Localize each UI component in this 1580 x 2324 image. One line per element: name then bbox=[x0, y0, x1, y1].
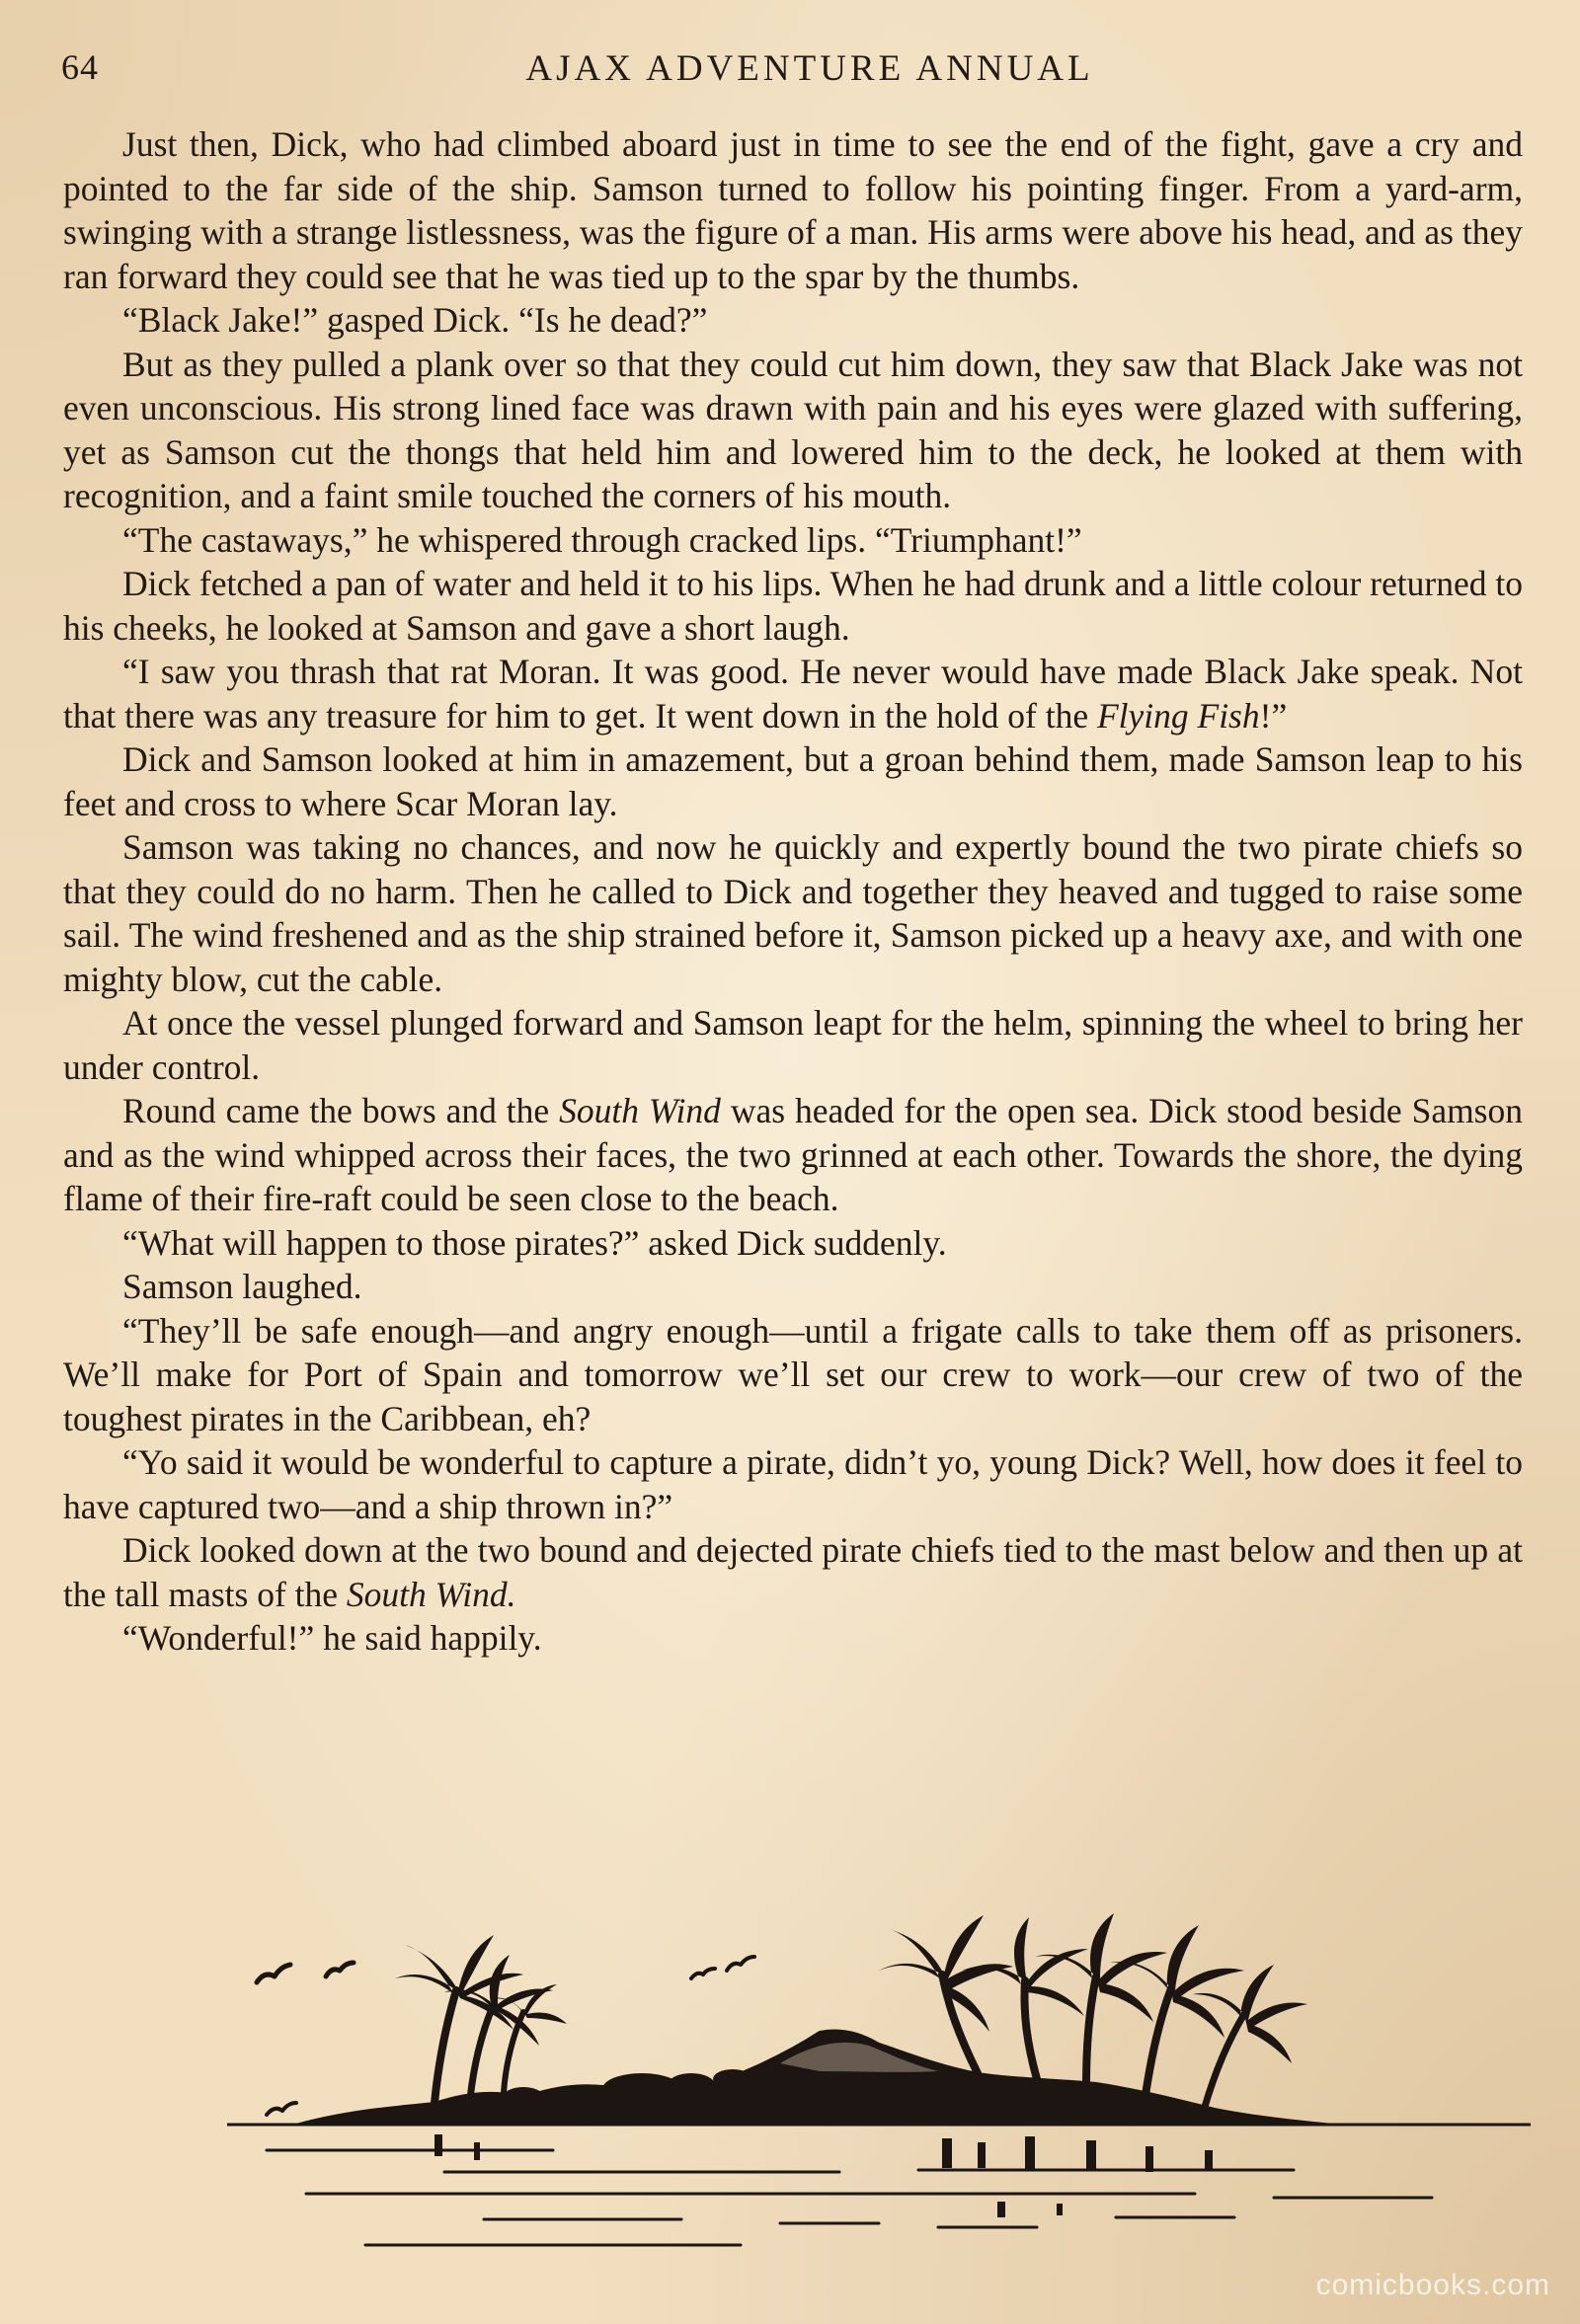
palm-fronds bbox=[1110, 1925, 1244, 2038]
running-title: AJAX ADVENTURE ANNUAL bbox=[525, 48, 1094, 89]
bird-icon bbox=[691, 1969, 715, 1978]
island-illustration bbox=[227, 1905, 1531, 2261]
story-paragraph bbox=[63, 562, 1523, 650]
text-run: “Yo said it would be wonderful to capture a pirate, didn’t yo, young Dick? Well, how does it feel to have captured two—and a ship thrown in?” bbox=[63, 1442, 1523, 1526]
palm-trunk bbox=[1146, 1988, 1171, 2095]
story-paragraph bbox=[63, 1001, 1523, 1089]
story-paragraph bbox=[63, 122, 1523, 298]
story-paragraph bbox=[63, 1309, 1523, 1441]
story-paragraph bbox=[63, 1265, 1523, 1309]
palm-fronds bbox=[879, 1915, 1013, 2032]
story-paragraph bbox=[63, 1616, 1523, 1661]
palm-fronds bbox=[395, 1935, 523, 2030]
italic-title: South Wind bbox=[559, 1091, 721, 1130]
text-run: “They’ll be safe enough—and angry enough—until a frigate calls to take them off as prisoners. We’ll make for Port of Spain and tomorrow we’ll set our crew to work—our crew of two of the toughest pirates in the Caribbean, eh? bbox=[63, 1310, 1523, 1438]
palm-trunk bbox=[470, 2004, 494, 2099]
text-run: “Black Jake!” gasped Dick. “Is he dead?” bbox=[122, 300, 708, 340]
text-run: “Wonderful!” he said happily. bbox=[122, 1618, 542, 1658]
palm-fronds bbox=[1035, 1913, 1167, 2022]
story-paragraph bbox=[63, 518, 1523, 563]
text-run: “What will happen to those pirates?” asked Dick suddenly. bbox=[122, 1222, 947, 1263]
italic-title: Flying Fish bbox=[1096, 695, 1260, 736]
text-run: At once the vessel plunged forward and Samson leapt for the helm, spinning the wheel to bring her under control. bbox=[63, 1003, 1523, 1087]
story-paragraph bbox=[63, 1440, 1523, 1528]
page-number: 64 bbox=[61, 47, 99, 87]
text-run: Dick and Samson looked at him in amazement, but a groan behind them, made Samson leap to his feet and cross to where Scar Moran lay. bbox=[63, 739, 1523, 823]
bird-icon bbox=[267, 2103, 296, 2115]
story-paragraph bbox=[63, 1089, 1523, 1221]
watermark: comicbooks.com bbox=[1315, 2269, 1550, 2301]
text-run: Samson was taking no chances, and now he quickly and expertly bound the two pirate chiefs so that they could do no harm. Then he called to Dick and together they heaved and tugged to raise some sail. The wind freshened and as the ship strained before it, Samson picked up a heavy axe, and with one mighty blow, cut the cable. bbox=[63, 827, 1523, 999]
text-run: !” bbox=[1259, 695, 1288, 736]
story-paragraph bbox=[63, 1528, 1523, 1616]
text-run: But as they pulled a plank over so that they could cut him down, they saw that Black Jake was not even unconscious. His strong lined face was drawn with pain and his eyes were glazed with suffering, yet as Samson cut the thongs that held him and lowered him to the deck, he looked at them with recognition, and a faint smile touched the corners of his mouth. bbox=[63, 344, 1523, 515]
island-shape bbox=[296, 2031, 1333, 2126]
text-run: Dick fetched a pan of water and held it to his lips. When he had drunk and a little colour returned to his cheeks, he looked at Samson and gave a short laugh. bbox=[63, 564, 1523, 648]
story-paragraph bbox=[63, 343, 1523, 518]
story-paragraph bbox=[63, 650, 1523, 737]
palm-trunk bbox=[1086, 1976, 1096, 2085]
bird-icon bbox=[727, 1957, 754, 1971]
bird-icon bbox=[257, 1965, 290, 1982]
text-run: was headed for the open sea. Dick stood beside Samson and as the wind whipped across their faces, the two grinned at each other. Towards the shore, the dying flame of their fire-raft could be seen close to the beach. bbox=[63, 1091, 1524, 1218]
text-run: Dick looked down at the two bound and dejected pirate chiefs tied to the mast below and then up at the tall masts of the bbox=[63, 1530, 1523, 1614]
palm-trunk bbox=[434, 1990, 456, 2103]
story-paragraph bbox=[63, 825, 1523, 1001]
palm-trunk bbox=[1025, 1980, 1038, 2079]
text-run: Round came the bows and the bbox=[122, 1091, 560, 1130]
story-text bbox=[63, 122, 1523, 1661]
text-run: “The castaways,” he whispered through cracked lips. “Triumphant!” bbox=[122, 519, 1082, 560]
story-paragraph bbox=[63, 298, 1523, 343]
palm-trunk bbox=[1205, 2014, 1244, 2107]
story-paragraph bbox=[63, 737, 1523, 825]
text-run: “I saw you thrash that rat Moran. It was good. He never would have made Black Jake speak. Not that there was any treasure for him to get. It went down in the hold of the bbox=[63, 652, 1523, 736]
text-run: Just then, Dick, who had climbed aboard just in time to see the end of the fight, gave a cry and pointed to the far side of the ship. Samson turned to follow his pointing finger. From a yard-arm, swinging with a strange listlessness, was the figure of a man. His arms were above his head, and as they ran forward they could see that he was tied up to the spar by the thumbs. bbox=[63, 124, 1523, 296]
italic-title: South Wind. bbox=[346, 1574, 516, 1614]
story-paragraph bbox=[63, 1221, 1523, 1266]
bird-icon bbox=[326, 1963, 354, 1976]
text-run: Samson laughed. bbox=[122, 1267, 362, 1306]
